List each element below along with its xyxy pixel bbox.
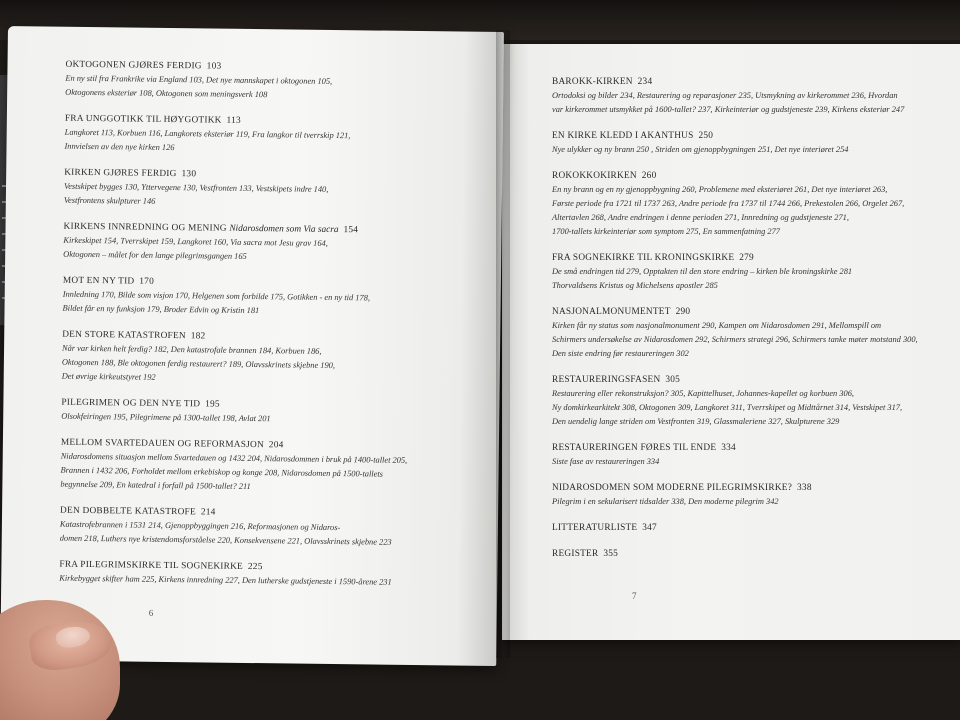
toc-section-line: domen 218, Luthers nye kristendomsforståelse 220, Konsekvensene 221, Olavsskrinets skjebne 223 — [59, 533, 392, 547]
chapter-page-number: 195 — [205, 399, 220, 410]
toc-entry — [65, 59, 475, 105]
chapter-title: BAROKK-KIRKEN — [552, 77, 633, 87]
toc-entry-title — [552, 170, 932, 183]
chapter-title: MELLOM SVARTEDAUEN OG REFORMASJON — [60, 437, 264, 451]
toc-entry — [552, 442, 932, 469]
chapter-title: NASJONALMONUMENTET — [552, 307, 671, 317]
chapter-page-number: 154 — [343, 225, 359, 236]
chapter-page-number: 250 — [698, 131, 714, 141]
chapter-title: NIDAROSDOMEN SOM MODERNE PILEGRIMSKIRKE? — [552, 483, 793, 493]
toc-entry — [64, 113, 474, 159]
chapter-title: KIRKEN GJØRES FERDIG — [64, 167, 177, 180]
chapter-page-number: 204 — [268, 440, 284, 451]
chapter-page-number: 355 — [603, 549, 619, 559]
toc-section-line: Vestskipet bygges 130, Yttervegene 130, Vestfronten 133, Vestskipets indre 140, — [63, 181, 329, 194]
chapter-title: ROKOKKOKIRKEN — [552, 171, 637, 181]
toc-entry — [62, 275, 472, 321]
toc-entry — [552, 482, 932, 509]
toc-section-line: En ny stil fra Frankrike via England 103, Det nye mannskapet i oktogonen 105, — [65, 73, 333, 86]
toc-entry-title — [552, 306, 932, 319]
toc-entry — [552, 306, 932, 361]
chapter-page-number: 334 — [721, 443, 736, 453]
chapter-page-number: 234 — [637, 77, 653, 87]
chapter-page-number: 305 — [665, 375, 681, 385]
toc-section-line: var kirkerommet utsmykket på 1600-tallet? 237, Kirkeinteriør og gudstjeneste 239, Kirkens eksteriør 247 — [552, 105, 905, 114]
toc-entry — [60, 437, 471, 497]
toc-section-line: Når var kirken helt ferdig? 182, Den katastrofale brannen 184, Korbuen 186, — [62, 343, 322, 356]
chapter-title: KIRKENS INNREDNING OG MENING — [63, 221, 227, 234]
toc-entry — [60, 505, 470, 551]
toc-section-line: Langkoret 113, Korbuen 116, Langkorets eksteriør 119, Fra langkor til tverrskip 121, — [64, 127, 351, 141]
toc-section-line: Vestfrontens skulpturer 146 — [63, 195, 156, 206]
chapter-title: MOT EN NY TID — [62, 275, 135, 287]
chapter-title: DEN DOBBELTE KATASTROFE — [60, 505, 196, 518]
toc-entry-title — [552, 130, 932, 143]
toc-entry — [552, 522, 932, 535]
toc-section-line: Restaurering eller rekonstruksjon? 305, Kapittelhuset, Johannes-kapellet og korbuen 306, — [552, 389, 854, 398]
toc-section-line: Katastrofebrannen i 1531 214, Gjenoppbyggingen 216, Reformasjonen og Nidaros- — [59, 519, 341, 533]
chapter-title: RESTAURERINGSFASEN — [552, 375, 661, 385]
toc-section-line: En ny brann og en ny gjenoppbygning 260, Problemene med eksteriøret 261, Det nye interiøret 263, — [552, 185, 888, 194]
toc-entry-title — [552, 548, 932, 561]
toc-section-line: Innledning 170, Bilde som visjon 170, Helgenen som forbilde 175, Gotikken - en ny tid 178, — [62, 289, 371, 303]
chapter-title: EN KIRKE KLEDD I AKANTHUS — [552, 131, 694, 141]
toc-right-column — [552, 76, 932, 574]
chapter-page-number: 113 — [226, 115, 241, 126]
toc-section-line: Pilegrim i en sekularisert tidsalder 338, Den moderne pilegrim 342 — [552, 497, 779, 506]
toc-section-line: Kirken får ny status som nasjonalmonument 290, Kampen om Nidarosdomen 291, Mellomspill om — [552, 321, 882, 330]
toc-section-line: Schirmers undersøkelse av Nidarosdomen 292, Schirmers strategi 296, Schirmers tanke møter motstand 300, — [552, 335, 918, 344]
toc-section-line: Nye ulykker og ny brann 250 , Striden om gjenoppbygningen 251, Det nye interiøret 254 — [552, 145, 849, 154]
chapter-page-number: 130 — [181, 169, 197, 180]
chapter-page-number: 260 — [641, 171, 657, 181]
chapter-title: RESTAURERINGEN FØRES TIL ENDE — [552, 443, 717, 453]
toc-section-line: Den siste endring før restaureringen 302 — [552, 349, 689, 358]
chapter-title: DEN STORE KATASTROFEN — [62, 329, 186, 342]
toc-section-line: Ny domkirkearkitekt 308, Oktogonen 309, Langkoret 311, Tverrskipet og Midttårnet 314, Vestskipet 317, — [552, 403, 903, 412]
toc-section-line: Altertavlen 268, Andre endringen i denne perioden 271, Innredning og gudstjeneste 271, — [552, 213, 849, 222]
book-gutter — [496, 30, 510, 658]
chapter-subtitle: Nidarosdomen som Via sacra — [229, 223, 339, 236]
page-number-right: 7 — [632, 591, 637, 601]
toc-section-line: begynnelse 209, En katedral i forfall på 1500-tallet? 211 — [60, 479, 251, 491]
toc-entry — [59, 559, 469, 591]
left-page — [0, 26, 504, 666]
toc-section-line: Oktogonens eksteriør 108, Oktogonen som meningsverk 108 — [65, 87, 268, 100]
chapter-title: OKTOGONEN GJØRES FERDIG — [65, 59, 202, 72]
toc-entry — [552, 374, 932, 429]
chapter-page-number: 290 — [675, 307, 691, 317]
toc-entry-title — [552, 252, 932, 265]
toc-section-line: 1700-tallets kirkeinteriør som symptom 275, En sammenfatning 277 — [552, 227, 780, 236]
toc-entry — [552, 130, 932, 157]
toc-entry — [552, 170, 932, 239]
toc-entry — [552, 548, 932, 561]
chapter-title: FRA SOGNEKIRKE TIL KRONINGSKIRKE — [552, 253, 735, 263]
toc-section-line: Kirkebygget skifter ham 225, Kirkens innredning 227, Den lutherske gudstjeneste i 1590-årene 231 — [59, 573, 392, 587]
toc-section-line: Nidarosdomens situasjon mellom Svartedauen og 1432 204, Nidarosdommen i bruk på 1400-tallet 205, — [60, 451, 408, 465]
toc-section-line: Olsokfeiringen 195, Pilegrimene på 1300-tallet 198, Avlat 201 — [61, 411, 271, 424]
toc-entry — [64, 167, 474, 213]
toc-section-line: Oktogonen – målet for den lange pilegrimsgangen 165 — [63, 249, 247, 261]
toc-entry-title — [552, 442, 932, 455]
toc-entry-title — [552, 522, 932, 535]
toc-section-line: Bildet får en ny funksjon 179, Broder Edvin og Kristin 181 — [62, 303, 260, 316]
toc-section-line: Den uendelig lange striden om Vestfronten 319, Glassmaleriene 327, Skulpturene 329 — [552, 417, 840, 426]
toc-section-line: Innvielsen av den nye kirken 126 — [64, 141, 175, 153]
toc-entry — [552, 252, 932, 293]
toc-section-line: Siste fase av restaureringen 334 — [552, 457, 660, 466]
chapter-page-number: 338 — [797, 483, 812, 493]
chapter-title: LITTERATURLISTE — [552, 523, 638, 533]
toc-entry — [552, 76, 932, 117]
chapter-page-number: 182 — [190, 331, 206, 342]
toc-section-line: Første periode fra 1721 til 1737 263, Andre periode fra 1737 til 1744 266, Prekestolen 266, Orgelet 267, — [552, 199, 905, 208]
toc-entry — [63, 221, 473, 267]
toc-entry — [61, 397, 471, 429]
toc-entry-title — [552, 374, 932, 387]
chapter-title: FRA UNGGOTIKK TIL HØYGOTIKK — [64, 113, 222, 126]
chapter-page-number: 347 — [642, 523, 657, 533]
chapter-page-number: 225 — [247, 561, 263, 573]
chapter-page-number: 103 — [206, 61, 222, 72]
toc-section-line: Ortodoksi og bilder 234, Restaurering og reparasjoner 235, Utsmykning av kirkerommet 236, Hvordan — [552, 91, 898, 100]
toc-entry-title — [552, 76, 932, 89]
chapter-page-number: 214 — [200, 507, 216, 518]
toc-entry — [62, 329, 473, 389]
toc-section-line: Thorvaldsens Kristus og Michelsens apostler 285 — [552, 281, 718, 290]
toc-section-line: De små endringen tid 279, Opptakten til den store endring – kirken ble kroningskirke 281 — [552, 267, 853, 276]
toc-section-line: Brannen i 1432 206, Forholdet mellom erkebiskop og konge 208, Nidarosdomen på 1500-tallets — [60, 465, 384, 479]
right-page — [502, 44, 960, 640]
toc-section-line: Det øvrige kirkeutstyret 192 — [61, 371, 156, 382]
chapter-title: REGISTER — [552, 549, 599, 559]
chapter-page-number: 170 — [139, 276, 155, 287]
page-number-left: 6 — [148, 607, 154, 618]
toc-left-column — [59, 59, 476, 604]
toc-entry-title — [552, 482, 932, 495]
chapter-title: FRA PILEGRIMSKIRKE TIL SOGNEKIRKE — [59, 559, 244, 572]
chapter-title: PILEGRIMEN OG DEN NYE TID — [61, 397, 201, 410]
toc-section-line: Oktogonen 188, Ble oktogonen ferdig restaurert? 189, Olavsskrinets skjebne 190, — [61, 357, 336, 371]
toc-section-line: Kirkeskipet 154, Tverrskipet 159, Langkoret 160, Via sacra mot Jesu grav 164, — [63, 235, 328, 248]
chapter-page-number: 279 — [739, 253, 754, 263]
